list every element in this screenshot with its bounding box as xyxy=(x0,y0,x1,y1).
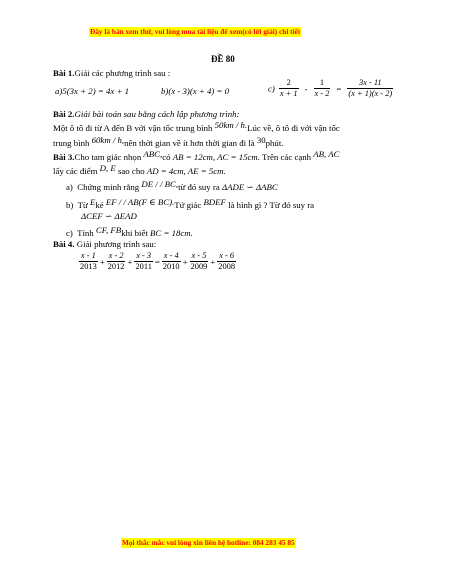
numerator: x - 6 xyxy=(219,251,235,260)
math: CF, FB xyxy=(95,225,122,235)
bai2-line2 xyxy=(53,137,283,149)
bai4-frac xyxy=(134,251,152,272)
text: khi biết xyxy=(121,228,148,238)
bai2-text: Giải bài toán sau bằng cách lập phương trình: xyxy=(74,109,240,119)
numerator: 2 xyxy=(279,78,299,89)
text: Lúc về, ô tô đi với vận tốc xyxy=(247,123,340,133)
bai4-frac xyxy=(107,251,126,272)
denominator: 2009 xyxy=(190,262,208,271)
operator: - xyxy=(304,83,308,94)
text: Từ xyxy=(77,200,88,210)
text: Tính xyxy=(77,228,94,238)
denominator: 2013 xyxy=(80,262,97,271)
denominator: 2012 xyxy=(107,262,125,271)
label: c) xyxy=(66,228,73,238)
denominator: 2011 xyxy=(135,262,152,271)
bai1-c-frac2 xyxy=(314,78,331,99)
text: kẻ xyxy=(95,200,104,210)
bai1-c-frac1 xyxy=(279,78,299,99)
denominator: x + 1 xyxy=(279,89,298,98)
numerator: x - 5 xyxy=(191,251,207,260)
denominator: 2008 xyxy=(218,262,236,271)
bai3-a xyxy=(66,181,278,193)
bai1-heading xyxy=(53,67,170,79)
denominator: 2010 xyxy=(162,262,180,271)
bai3-line2 xyxy=(53,165,226,177)
numerator: 1 xyxy=(314,78,331,89)
bai1-text: Giải các phương trình sau : xyxy=(74,68,171,78)
bai4-frac xyxy=(79,251,98,272)
text: phút. xyxy=(265,138,284,148)
math: 30 xyxy=(256,135,266,145)
text: Cho tam giác nhọn xyxy=(74,152,142,162)
operator: + xyxy=(182,256,188,267)
bai1-a: a)5(3x + 2) = 4x + 1 xyxy=(55,86,129,96)
bai4-equation xyxy=(79,251,236,272)
bai2-line1 xyxy=(53,122,340,134)
math: AB, AC xyxy=(313,149,340,159)
bai4-text: Giải phương trình sau: xyxy=(76,239,157,249)
math: D, E xyxy=(99,163,116,173)
math: 50km / h. xyxy=(214,120,248,130)
text: Tứ giác xyxy=(174,200,202,210)
operator: = xyxy=(154,256,160,267)
operator: + xyxy=(210,256,216,267)
math: ABC, xyxy=(143,149,163,159)
bai4-frac xyxy=(162,251,181,272)
math: ΔADE ∽ ΔABC xyxy=(221,182,278,192)
math: BC = 18cm. xyxy=(150,228,193,238)
math: E xyxy=(89,197,96,207)
bai1-c-frac3 xyxy=(347,78,393,99)
label: a) xyxy=(66,182,73,192)
numerator: x - 2 xyxy=(108,251,124,260)
operator: + xyxy=(127,256,133,267)
numerator: x - 3 xyxy=(136,251,152,260)
bai3-b xyxy=(66,199,314,211)
numerator: x - 1 xyxy=(80,251,96,260)
exam-title: ĐỀ 80 xyxy=(211,54,235,64)
math: AB = 12cm, AC = 15cm. xyxy=(172,152,260,162)
numerator: x - 4 xyxy=(163,251,179,260)
bai1-c-prefix: c) xyxy=(268,83,275,94)
denominator: (x + 1)(x - 2) xyxy=(348,89,393,98)
numerator: 3x - 11 xyxy=(347,78,393,89)
bai3-b-line2: ΔCEF ∽ ΔEAD xyxy=(81,211,137,221)
text: nên thời gian về ít hơn thời gian đi là xyxy=(124,138,255,148)
label: b) xyxy=(66,200,74,210)
denominator: x - 2 xyxy=(314,89,330,98)
text: lấy các điểm xyxy=(53,166,98,176)
bai1-b: b)(x - 3)(x + 4) = 0 xyxy=(161,86,230,96)
math: DE / / BC, xyxy=(141,179,179,189)
text: trung bình xyxy=(53,138,90,148)
math: AD = 4cm, AE = 5cm. xyxy=(146,166,226,176)
text: từ đó suy ra xyxy=(178,182,220,192)
bai3-label: Bài 3. xyxy=(53,152,75,162)
operator: = xyxy=(336,83,342,94)
text: Chứng minh rằng xyxy=(77,182,140,192)
bai2-heading xyxy=(53,108,239,120)
bai2-label: Bài 2. xyxy=(53,109,75,119)
preview-banner: Đây là bản xem thử, vui lòng mua tài liệu để xem(có lời giải) chi tiết xyxy=(90,27,301,36)
bai1-c xyxy=(268,78,393,99)
operator: + xyxy=(99,256,105,267)
text: có xyxy=(162,152,171,162)
bai4-frac xyxy=(217,251,236,272)
bai4-heading xyxy=(53,238,156,250)
math: 60km / h, xyxy=(91,135,125,145)
bai1-label: Bài 1. xyxy=(53,68,75,78)
math: EF / / AB(F ∈ BC). xyxy=(105,197,175,207)
hotline-banner: Mọi thắc mắc vui lòng xin liên hệ hotline: 084 283 45 85 xyxy=(122,538,295,547)
text: Trên các cạnh xyxy=(262,152,312,162)
text: sao cho xyxy=(117,166,145,176)
bai4-frac xyxy=(190,251,209,272)
text: Một ô tô đi từ A đến B với vận tốc trung bình xyxy=(53,123,213,133)
bai4-label: Bài 4. xyxy=(53,239,75,249)
math: BDEF xyxy=(203,197,226,207)
text: là hình gì ? Từ đó suy ra xyxy=(228,200,315,210)
bai3-line1 xyxy=(53,151,339,163)
